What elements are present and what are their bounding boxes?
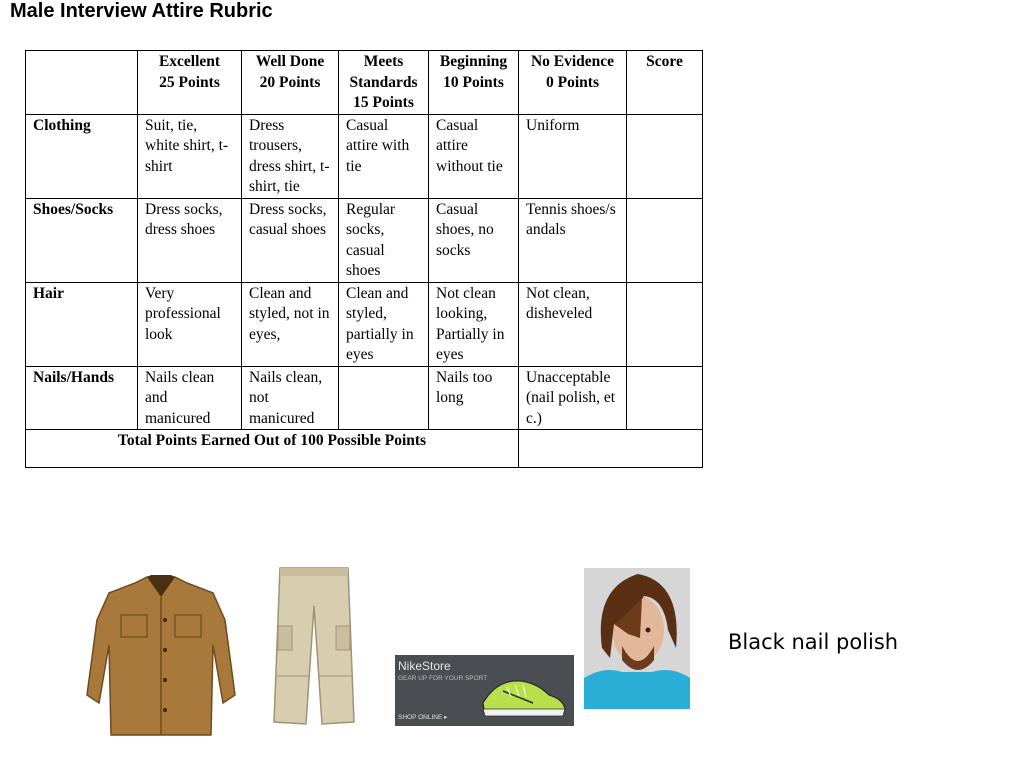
cell: Dress socks, dress shoes <box>138 198 242 282</box>
total-row <box>26 430 703 468</box>
cell <box>339 366 429 430</box>
cell: Casual attire with tie <box>339 114 429 198</box>
row-label: Shoes/Socks <box>26 198 138 282</box>
cell: Casual attire without tie <box>429 114 519 198</box>
header-score: Score <box>627 51 703 115</box>
cell: Nails too long <box>429 366 519 430</box>
header-no-evidence: No Evidence 0 Points <box>519 51 627 115</box>
cell: Clean and styled, partially in eyes <box>339 282 429 366</box>
row-label: Hair <box>26 282 138 366</box>
rubric-table <box>25 50 703 468</box>
pants-image <box>272 566 356 726</box>
header-cell-empty <box>26 51 138 115</box>
score-cell <box>627 282 703 366</box>
total-value-cell <box>519 430 703 468</box>
table-row-clothing <box>26 114 703 198</box>
cell: Very professional look <box>138 282 242 366</box>
header-well-done: Well Done 20 Points <box>242 51 339 115</box>
shirt-image <box>85 575 237 740</box>
total-label: Total Points Earned Out of 100 Possible Points <box>26 430 519 468</box>
cell: Suit, tie, white shirt, t-shirt <box>138 114 242 198</box>
cell: Uniform <box>519 114 627 198</box>
cell: Nails clean and manicured <box>138 366 242 430</box>
header-excellent: Excellent 25 Points <box>138 51 242 115</box>
cell: Casual shoes, no socks <box>429 198 519 282</box>
page-title: Male Interview Attire Rubric <box>10 0 273 22</box>
score-cell <box>627 198 703 282</box>
cell: Not clean, disheveled <box>519 282 627 366</box>
cell: Regular socks, casual shoes <box>339 198 429 282</box>
header-row <box>26 51 703 115</box>
nike-cta: SHOP ONLINE ▸ <box>398 714 448 721</box>
cell: Tennis shoes/sandals <box>519 198 627 282</box>
sneaker-icon <box>477 669 569 721</box>
cell: Dress trousers, dress shirt, t-shirt, tie <box>242 114 339 198</box>
table-row-shoes-socks <box>26 198 703 282</box>
table-row-hair <box>26 282 703 366</box>
cell: Nails clean, not manicured <box>242 366 339 430</box>
row-label: Nails/Hands <box>26 366 138 430</box>
hair-photo <box>584 568 690 709</box>
cell: Unacceptable (nail polish, etc.) <box>519 366 627 430</box>
row-label: Clothing <box>26 114 138 198</box>
caption-black-nail-polish: Black nail polish <box>728 630 899 654</box>
score-cell <box>627 114 703 198</box>
nike-tagline: GEAR UP FOR YOUR SPORT <box>398 675 488 682</box>
cell: Not clean looking, Partially in eyes <box>429 282 519 366</box>
table-row-nails-hands <box>26 366 703 430</box>
cell: Dress socks, casual shoes <box>242 198 339 282</box>
header-beginning: Beginning 10 Points <box>429 51 519 115</box>
header-meets-standards: Meets Standards 15 Points <box>339 51 429 115</box>
nike-store-banner <box>395 655 574 726</box>
cell: Clean and styled, not in eyes, <box>242 282 339 366</box>
nike-brand: NikeStore <box>398 659 451 673</box>
score-cell <box>627 366 703 430</box>
